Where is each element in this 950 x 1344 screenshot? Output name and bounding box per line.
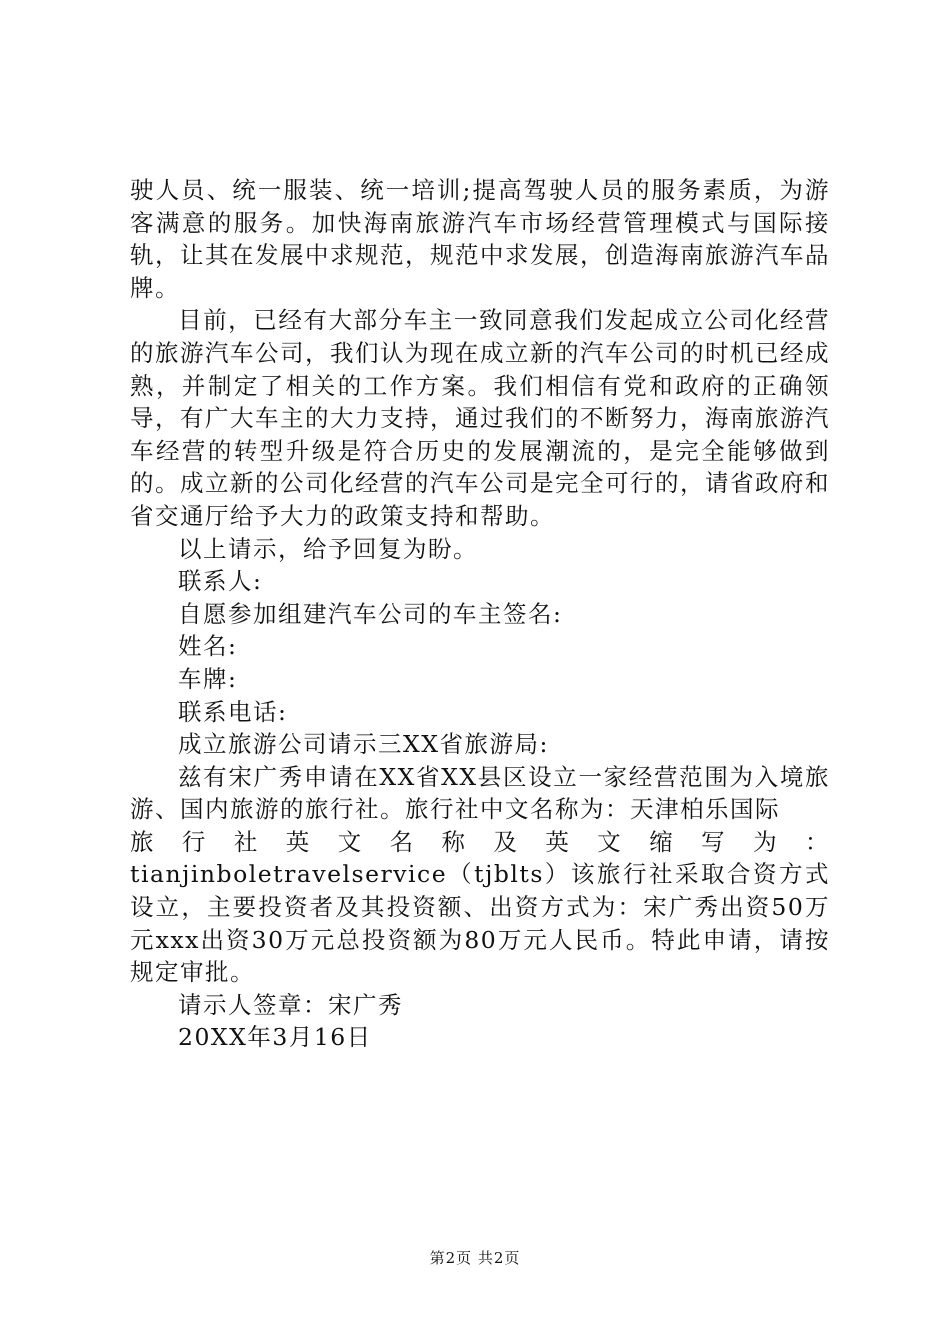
paragraph-service-standards: 驶人员、统一服装、统一培训;提高驾驶人员的服务素质，为游客满意的服务。加快海南旅游汽车市场经营管理模式与国际接轨，让其在发展中求规范，规范中求发展，创造海南旅游汽车品牌。: [130, 176, 830, 302]
plate-label: 车牌:: [178, 664, 238, 693]
paragraph-agency-investment: tianjinboletravelservice（tjblts）该旅行社采取合资方式设立，主要投资者及其投资额、出资方式为：宋广秀出资50万元xxx出资30万元总投资额为80万元人民币。特此申请，请按规定审批。: [130, 860, 830, 987]
phone-label: 联系电话:: [178, 697, 288, 726]
section-heading-travel-agency: 成立旅游公司请示三XX省旅游局:: [178, 730, 549, 759]
paragraph-agency-application: 兹有宋广秀申请在XX省XX县区设立一家经营范围为入境旅游、国内旅游的旅行社。旅行社中文名称为：天津柏乐国际: [130, 762, 830, 824]
paragraph-request-reply: 以上请示，给予回复为盼。: [178, 534, 478, 563]
paragraph-agency-english-name: 旅行社英文名称及英文缩写为：: [130, 827, 830, 856]
name-label: 姓名:: [178, 632, 238, 661]
volunteer-signature-label: 自愿参加组建汽车公司的车主签名:: [178, 599, 563, 628]
paragraph-company-plan: 目前，已经有大部分车主一致同意我们发起成立公司化经营的旅游汽车公司，我们认为现在成立新的汽车公司的时机已经成熟，并制定了相关的工作方案。我们相信有党和政府的正确领导，有广大车主的大力支持，通过我们的不断努力，海南旅游汽车经营的转型升级是符合历史的发展潮流的，是完全能够做到的。成立新的公司化经营的汽车公司是完全可行的，请省政府和省交通厅给予大力的政策支持和帮助。: [130, 306, 830, 530]
contact-person-label: 联系人:: [178, 567, 263, 596]
signer-line: 请示人签章：宋广秀: [178, 990, 403, 1019]
document-body: [130, 174, 830, 1054]
page-footer: 第2页 共2页: [429, 1249, 521, 1267]
date-line: 20XX年3月16日: [178, 1023, 372, 1052]
